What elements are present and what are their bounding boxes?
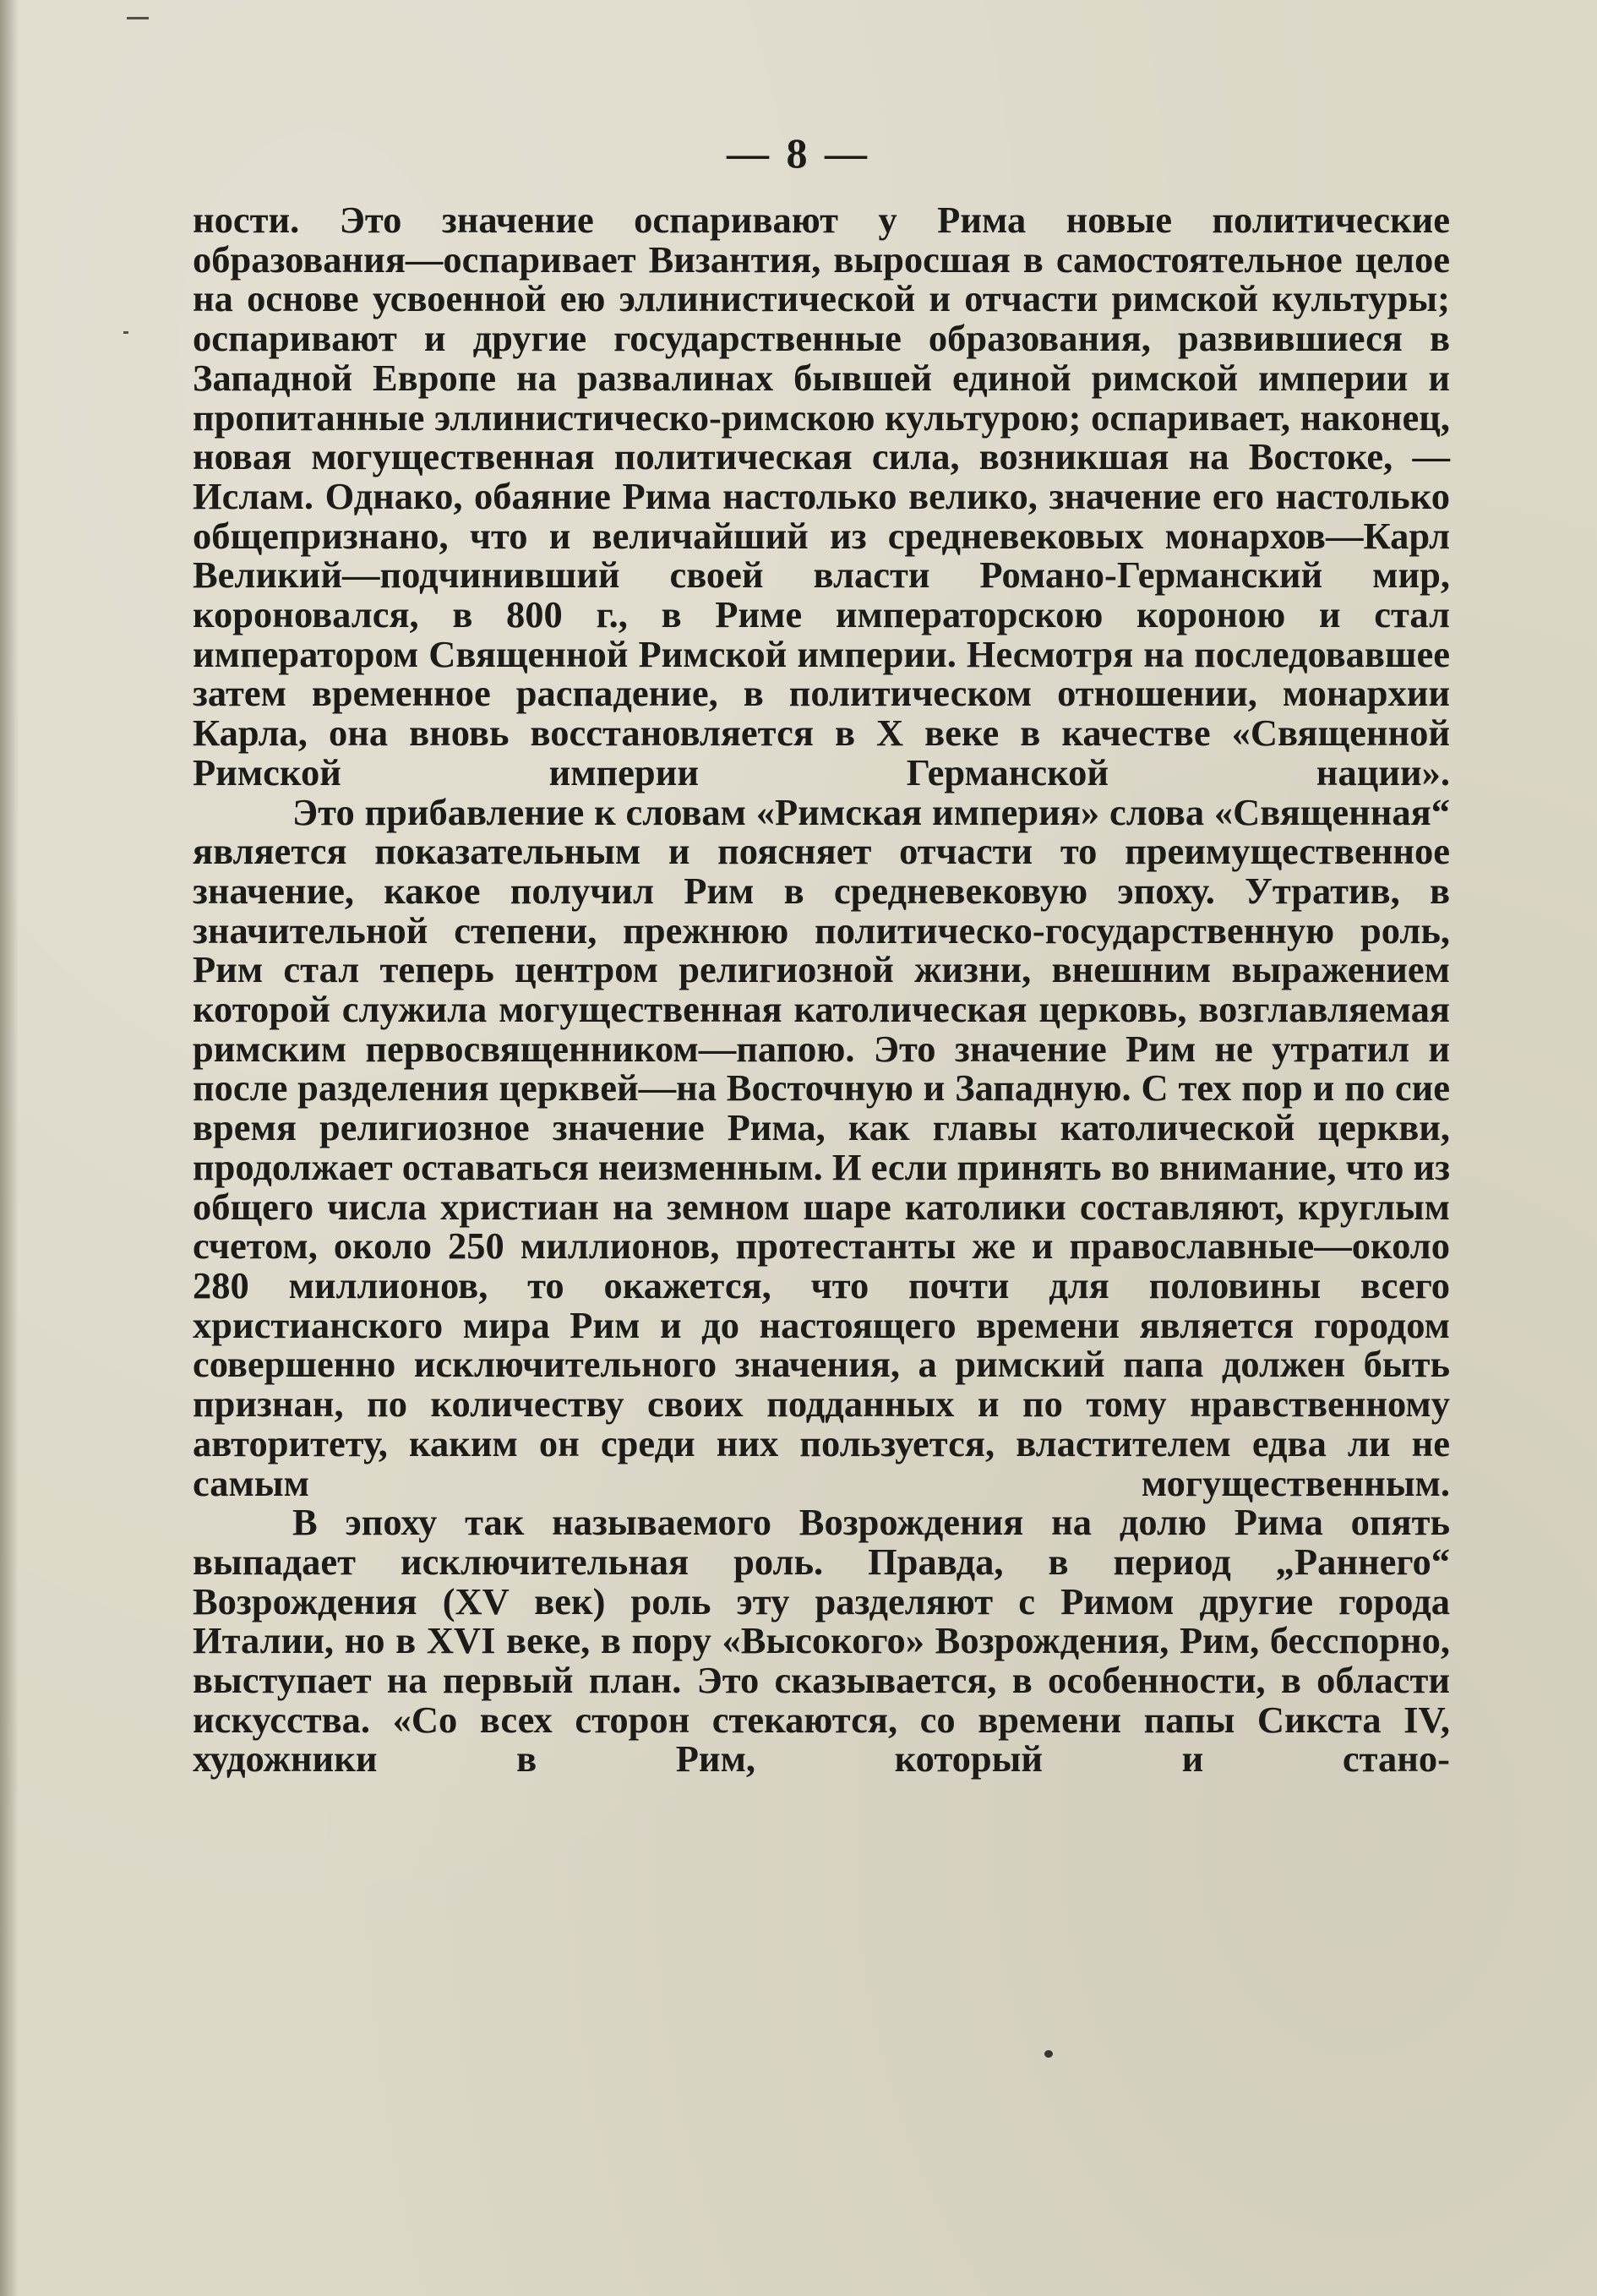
paragraph-1: ности. Это значение оспаривают у Рима новые политические образования—оспаривает Византия, выросшая в самостоятельное целое на основе усвоенной ею эллинистической и отчасти римской культуры; оспаривают и другие государственные образования, развившиеся в Западной Европе на развалинах бывшей единой римской империи и пропитанные эллинистическо-римскою культурою; оспаривает, наконец, новая могущественная политическая сила, возникшая на Востоке, — Ислам. Однако, обаяние Рима настолько велико, значение его настолько общепризнано, что и величайший из средневековых монархов—Карл Великий—подчинивший своей власти Романо-Германский мир, короновался, в 800 г., в Риме императорскою короною и стал императором Священной Римской империи. Несмотря на последовавшее затем временное распадение, в политическом отношении, монархии Карла, она вновь восстановляется в X веке в качестве «Священной Римской империи Германской нации». <box>193 199 1450 794</box>
page-edge-shadow <box>0 0 19 2296</box>
margin-tick <box>123 331 128 334</box>
paragraph-2: Это прибавление к словам «Римская империя» слова «Священная“ является показательным и поясняет отчасти то преимущественное значение, какое получил Рим в средневековую эпоху. Утратив, в значительной степени, прежнюю политическо-государственную роль, Рим стал теперь центром религиозной жизни, внешним выражением которой служила могущественная католическая церковь, возглавляемая римским первосвященником—папою. Это значение Рим не утратил и после разделения церквей—на Восточную и Западную. С тех пор и по сие время религиозное значение Рима, как главы католической церкви, продолжает оставаться неизменным. И если принять во внимание, что из общего числа христиан на земном шаре католики составляют, круглым счетом, около 250 миллионов, протестанты же и православные—около 280 миллионов, то окажется, что почти для половины всего христианского мира Рим и до настоящего времени является городом совершенно исключительного значения, а римский папа должен быть признан, по количеству своих подданных и по тому нравственному авторитету, каким он среди них пользуется, властителем едва ли не самым могущественным. <box>193 790 1450 1504</box>
body-text <box>193 200 1450 1779</box>
ink-dot <box>1044 2050 1053 2058</box>
margin-mark <box>127 17 149 19</box>
page-number: — 8 — <box>727 129 870 177</box>
paragraph-3: В эпоху так называемого Возрождения на долю Рима опять выпадает исключительная роль. Правда, в период „Раннего“ Возрождения (XV век) роль эту разделяют с Римом другие города Италии, но в XVI веке, в пору «Высокого» Возрождения, Рим, бесспорно, выступает на первый план. Это сказывается, в особенности, в области искусства. «Со всех сторон стекаются, со времени папы Сикста IV, художники в Рим, который и стано- <box>193 1501 1450 1781</box>
